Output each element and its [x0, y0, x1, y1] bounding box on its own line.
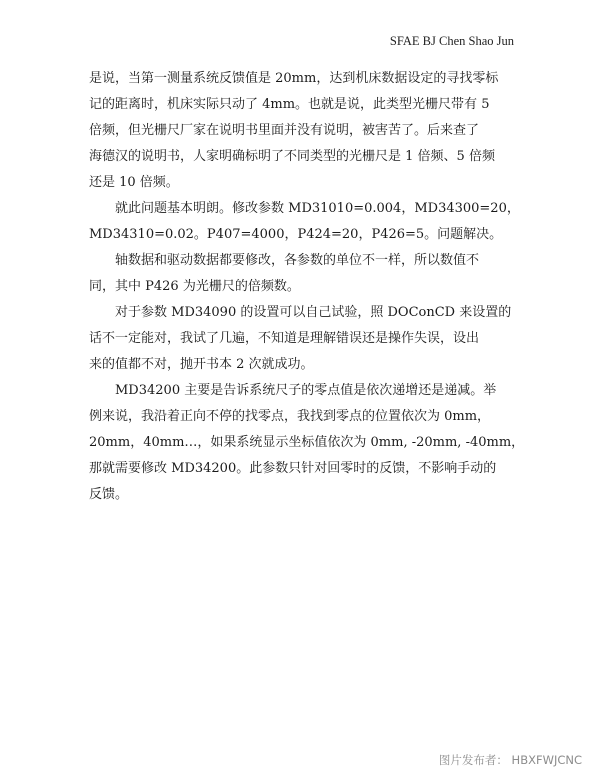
document-body [89, 66, 525, 508]
paragraph-1-line-2: 记的距离时，机床实际只动了 4mm。也就是说，此类型光栅尺带有 5 [89, 97, 490, 112]
paragraph-2-line-1: 就此问题基本明朗。修改参数 MD31010=0.004，MD34300=20， [115, 201, 520, 216]
paragraph-3-line-2: 同，其中 P426 为光栅尺的倍频数。 [89, 279, 300, 294]
paragraph-4-line-3: 来的值都不对，抛开书本 2 次就成功。 [89, 357, 314, 372]
paragraph-2-line-2: MD34310=0.02。P407=4000，P424=20，P426=5。问题解决。 [89, 227, 503, 242]
paragraph-5-line-5: 反馈。 [89, 487, 129, 502]
paragraph-5-line-2: 例来说，我沿着正向不停的找零点，我找到零点的位置依次为 0mm， [89, 409, 491, 424]
paragraph-4 [89, 300, 517, 378]
paragraph-1 [89, 66, 517, 196]
paragraph-5-line-4: 那就需要修改 MD34200。此参数只针对回零时的反馈，不影响手动的 [89, 461, 497, 476]
paragraph-1-line-1: 是说，当第一测量系统反馈值是 20mm，达到机床数据设定的寻找零标 [89, 71, 499, 86]
paragraph-5-line-1: MD34200 主要是告诉系统尺子的零点值是依次递增还是递减。举 [115, 383, 497, 398]
paragraph-1-line-5: 还是 10 倍频。 [89, 175, 179, 190]
paragraph-3-line-1: 轴数据和驱动数据都要修改，各参数的单位不一样，所以数值不 [115, 253, 480, 268]
publisher-watermark: 图片发布者： HBXFWJCNC [438, 753, 582, 767]
page-header-author: SFAE BJ Chen Shao Jun [389, 34, 514, 48]
paragraph-1-line-3: 倍频，但光栅尺厂家在说明书里面并没有说明，被害苦了。后来查了 [89, 123, 480, 138]
paragraph-4-line-2: 话不一定能对，我试了几遍，不知道是理解错误还是操作失误，设出 [89, 331, 480, 346]
paragraph-2 [89, 196, 520, 248]
paragraph-3 [89, 248, 517, 300]
paragraph-1-line-4: 海德汉的说明书，人家明确标明了不同类型的光栅尺是 1 倍频、5 倍频 [89, 149, 495, 164]
paragraph-5 [89, 378, 525, 508]
paragraph-5-line-3: 20mm，40mm…，如果系统显示坐标值依次为 0mm, -20mm, -40mm， [89, 435, 525, 450]
paragraph-4-line-1: 对于参数 MD34090 的设置可以自己试验，照 DOConCD 来设置的 [115, 305, 512, 320]
